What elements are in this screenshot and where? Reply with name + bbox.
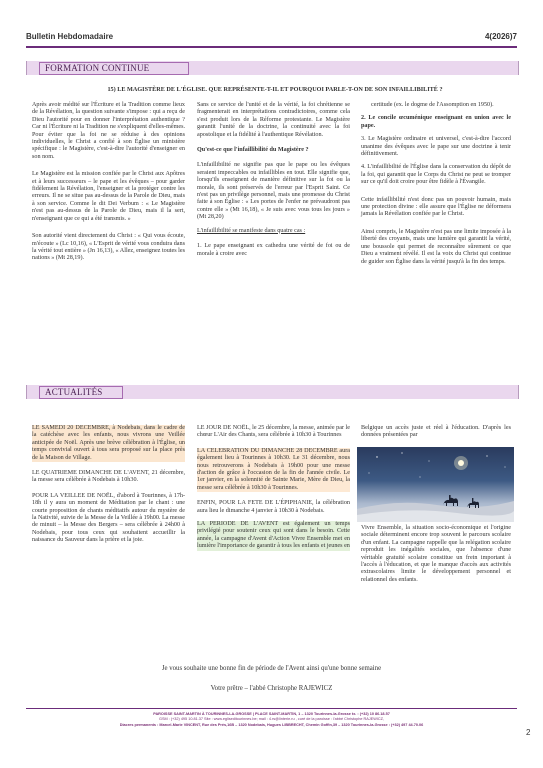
contact-line: PAROISSE SAINT-MARTIN À TOURINNES-LA-GROSSE | PLACE SAINT-MARTIN, 1 – 1320 Tourinnes-la-Grosse tx. : (+32) 10 86.18.57 [153, 712, 390, 716]
news-item: LE SAMEDI 20 DECEMBRE, à Nodebais, dans le cadre de la catéchèse avec les enfants, nous vivrons une Veillée anticipée de Noël. Après une brève célébration à l'Église, un temps convivial ouvert à tous sera proposé sur la place près de la Maison de Village. [32, 425, 185, 461]
paragraph: L'infaillibilité ne signifie pas que le pape ou les évêques seraient impeccables ou infaillibles en tout. Elle signifie que, lorsqu'ils enseignent de manière définitive sur la foi ou la morale, ils sont préservés de l'erreur par l'Esprit Saint. Ce n'est pas un privilège personnel, mais une promesse du Christ faite à son Église : « Les portes de l'enfer ne prévaudront pas contre elle » (Mt 16,18), « Je suis avec vous tous les jours » (Mt 28,20) [197, 162, 350, 221]
page-header [26, 29, 517, 44]
list-item: 1. Le pape enseignant ex cathedra une vérité de foi ou de morale à croire avec [197, 243, 350, 257]
priest-signature: Votre prêtre – l'abbé Christophe RAJEWICZ [210, 685, 333, 692]
formation-col-1 [32, 102, 185, 269]
contact-line: Diacres permanents : Marcel-Marie VINCENT, Rue des Prés,16B – 1320 Nodebais, Hugues LIBBRECHT, Chemin Goffin,39 – 1320 Tourinnes-la-Grosse : (+32) 497 44.70.06 [119, 722, 424, 727]
question-title: 15) LE MAGISTÈRE DE L'ÉGLISE. QUE REPRÉSENTE-T-IL ET POURQUOI PARLE-T-ON DE SON INFAILLIBILITÉ ? [107, 86, 443, 93]
news-item: LA CELEBRATION DU DIMANCHE 28 DECEMBRE aura également lieu à Tourinnes à 10h30. Le 31 décembre, nous nous retrouverons à Nodebais à 19h00 pour une messe d'action de grâce à l'occasion de la fin de l'année civile. Le 1er janvier, en la solennité de Sainte Marie, Mère de Dieu, la messe sera célébrée à 10h30 à Tourinnes. [197, 447, 350, 491]
paragraph: Le Magistère est la mission confiée par le Christ aux Apôtres et à leurs successeurs – le pape et les évêques – pour garder fidèlement la Révélation, l'enseigner et la protéger contre les erreurs. Il ne se situe pas au-dessus de la Parole de Dieu, mais à son service. Comme le dit Dei Verbum : « Le Magistère n'est pas au-dessus de la Parole de Dieu, mais il la sert, n'enseignant que ce qui a été transmis. » [32, 171, 185, 222]
list-item: 2. Le concile œcuménique enseignant en union avec le pape. [361, 115, 511, 129]
formation-col-3 [361, 102, 511, 272]
page-number: 2 [526, 728, 531, 737]
news-item: POUR LA VEILLEE DE NOËL, d'abord à Tourinnes, à 17h-18h il y aura un moment de Méditation par le chant : une courte proposition de chants méditatifs autour du mystère de la Nativité, suivie de la Messe de la Veillée à 19h00. La messe de minuit – la Messe des Bergers – sera célébrée à 24h00 à Nodebais, pour tous ceux qui souhaitent accueillir la naissance du Sauveur dans la prière et la joie. [32, 492, 186, 544]
header-title: Bulletin Hebdomadaire [26, 32, 114, 41]
section-actualites-bar [26, 385, 519, 399]
parish-contact [26, 712, 517, 728]
paragraph: Son autorité vient directement du Christ : « Qui vous écoute, m'écoute » (Lc 10,16), « L'Esprit de vérité vous conduira dans la vérité tout entière » (Jn 16,13), « Allez, enseignez toutes les nations » (Mt 28,19). [32, 233, 185, 262]
star-icon [454, 456, 468, 470]
paragraph: Après avoir médité sur l'Écriture et la Tradition comme lieux de la Révélation, la question suivante s'impose : qui a reçu de Dieu l'autorité pour en donner l'interprétation authentique ? Car ni l'Écriture ni la Tradition ne s'expliquent d'elles-mêmes. Pour éviter que la foi ne se réduise à des opinions individuelles, le Christ a confié à son Église un ministère spécifique : le Magistère, c'est-à-dire l'autorité d'enseigner en son nom. [32, 102, 185, 160]
actualites-col-2 [197, 425, 350, 557]
paragraph: Cette infaillibilité n'est donc pas un pouvoir humain, mais une protection divine : elle assure que l'Église ne déformera jamais la Révélation confiée par le Christ. [361, 196, 511, 218]
subheading-infaillibilite: Qu'est-ce que l'infaillibilité du Magistère ? [197, 147, 309, 154]
nativity-night-image [357, 447, 514, 522]
paragraph: Ainsi compris, le Magistère n'est pas une limite imposée à la liberté des croyants, mais une lumière qui garantit la vérité, une boussole qui permet de reconnaître sûrement ce que Dieu a vraiment révélé. Il est la voix du Christ qui continue de guider son Église dans la vérité jusqu'à la fin des temps. [361, 228, 511, 265]
actualites-col-1 [32, 425, 185, 551]
section-actualites-title: ACTUALITÉS [45, 387, 103, 397]
formation-col-2 [197, 102, 350, 264]
list-item-continued: certitude (ex. le dogme de l'Assomption en 1950). [371, 102, 494, 108]
paragraph: Sans ce service de l'unité et de la vérité, la foi chrétienne se fragmenterait en interprétations contradictoires, comme cela s'est produit lors de la Réforme protestante. Le Magistère garantit l'unité de la doctrine, la continuité avec la foi apostolique et la fidélité à l'authentique Révélation. [197, 102, 350, 138]
list-item: 4. L'infaillibilité de l'Église dans la conservation du dépôt de la foi, qui garantit que le Corps du Christ ne peut se tromper sur ce qu'il doit croire pour être fidèle à l'Évangile. [361, 164, 511, 186]
footer-rule [26, 708, 517, 709]
section-formation-bar [26, 61, 519, 75]
paragraph: Vivre Ensemble, la situation socio-économique et l'origine sociale déterminent encore trop souvent le parcours scolaire d'un enfant. La campagne rappelle que la relégation scolaire reproduit les inégalités sociales, que l'absence d'une véritable gratuité scolaire constitue un frein important à l'accès à l'éducation, et que le manque d'accès aux activités extrascolaires limite le développement personnel et relationnel des enfants. [361, 525, 511, 583]
news-item: ENFIN, POUR LA FETE DE L'ÉPIPHANIE, la célébration aura lieu le dimanche 4 janvier à 10h30 à Nodebais. [197, 500, 350, 514]
nativity-night-illustration [357, 447, 514, 522]
news-item: LE JOUR DE NOËL, le 25 décembre, la messe, animée par le chœur L'Air des Chants, sera célébrée à 10h30 à Tourinnes [197, 425, 350, 439]
list-intro: L'infaillibilité se manifeste dans quatre cas : [197, 227, 306, 234]
actualites-col-3-cont [361, 525, 511, 590]
news-item: LE QUATRIEME DIMANCHE DE L'AVENT, 21 décembre, la messe sera célébrée à Nodebais à 10h30. [32, 470, 185, 484]
closing-wish: Je vous souhaite une bonne fin de période de l'Avent ainsi qu'une bonne semaine [161, 665, 382, 672]
contact-line: GSM : (+32) 495 10.81.37 Site : www.egliseditourinnes.be; mail : 4.rs@linterie.ru , curé de la paroisse : l'abbé Christophe RAJEWICZ, [158, 717, 384, 722]
section-formation-title: FORMATION CONTINUE [45, 63, 150, 73]
list-item: 3. Le Magistère ordinaire et universel, c'est-à-dire l'accord unanime des évêques avec le pape sur une doctrine à tenir définitivement. [361, 136, 511, 158]
news-item: LA PERIODE DE L'AVENT est également un temps privilégié pour soutenir ceux qui sont dans le besoin. Cette année, la campagne d'Avent d'Action Vivre Ensemble met en lumière l'importance de garantir à tous les enfants et jeunes en [197, 521, 350, 550]
header-rule [26, 46, 517, 48]
header-issue: 4(2026)7 [484, 32, 517, 41]
paragraph: Belgique un accès juste et réel à l'éducation. D'après les données présentées par [361, 425, 511, 439]
actualites-col-3 [361, 425, 511, 446]
camels-silhouette-icon [443, 495, 479, 508]
